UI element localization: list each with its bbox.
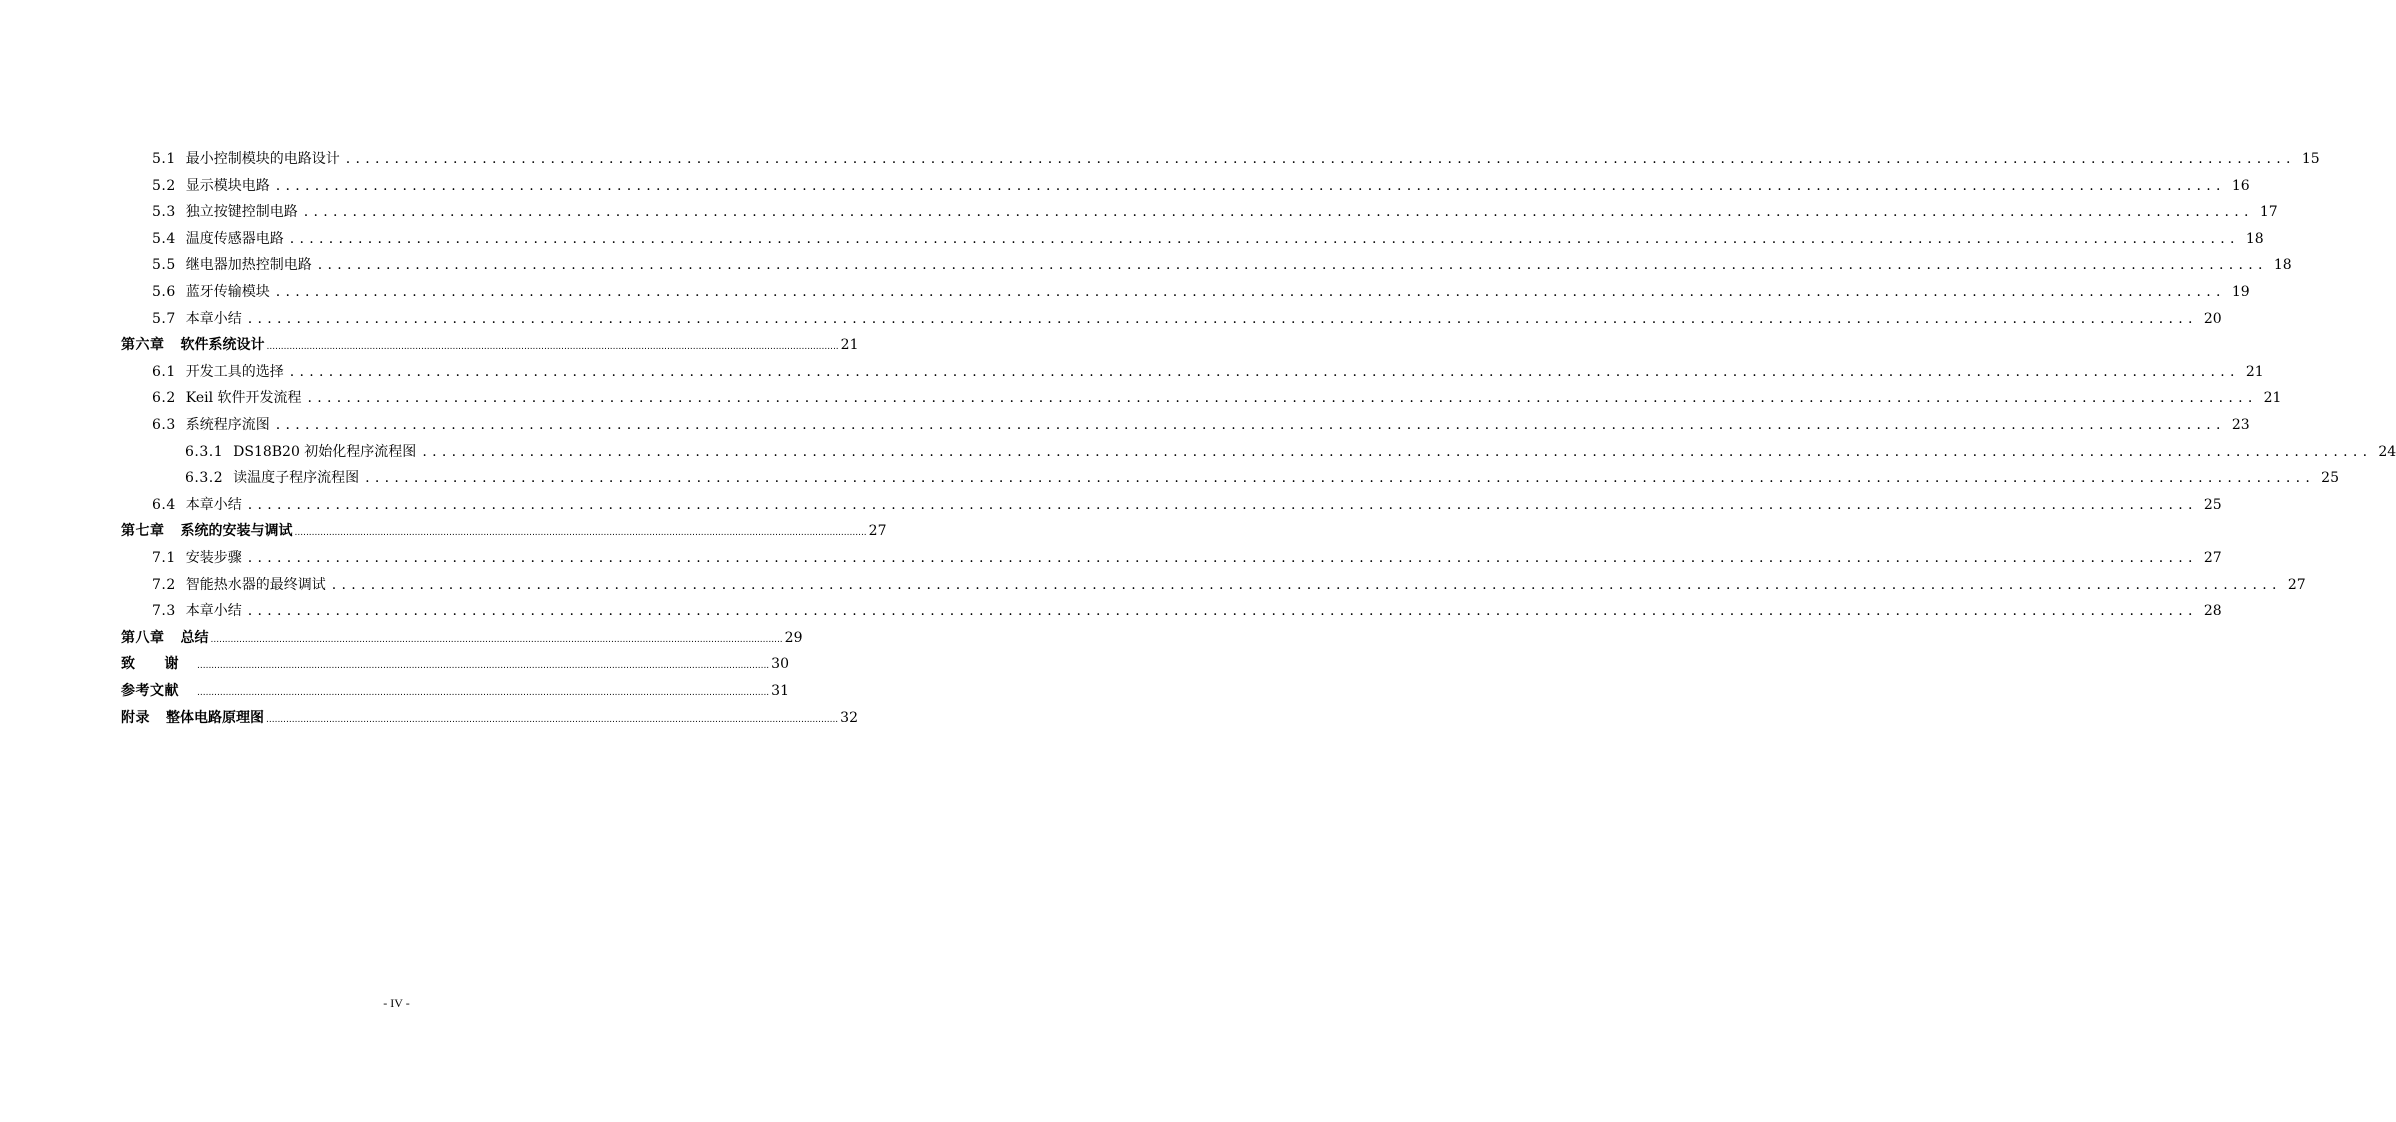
toc-entry-number: 致 谢 xyxy=(121,656,179,673)
toc-entry[interactable] xyxy=(152,201,2278,223)
toc-entry-page-number: 29 xyxy=(784,629,803,646)
page-footer: - IV - xyxy=(383,996,410,1010)
toc-entry-title: 本章小结 xyxy=(185,496,242,513)
toc-entry-page-number: 20 xyxy=(2203,310,2222,327)
toc-entry-title: 本章小结 xyxy=(185,603,242,620)
dot-leader: ........................................................................................................................................................................................................ xyxy=(266,342,839,353)
dot-leader: ........................................................................................................................................................................................................ xyxy=(197,688,770,698)
dot-leader: ........................................................................................................................................................................................................ xyxy=(247,310,2198,327)
dot-leader: ........................................................................................................................................................................................................ xyxy=(266,714,839,725)
toc-entry-page-number: 19 xyxy=(2231,284,2250,300)
toc-entry-number: 5.3 xyxy=(152,204,176,221)
dot-leader: ........................................................................................................................................................................................................ xyxy=(422,443,2373,460)
toc-entry-page-number: 15 xyxy=(2301,151,2320,167)
toc-entry-number: 5.2 xyxy=(152,177,176,194)
toc-entry-number: 6.2 xyxy=(152,390,176,407)
toc-entry[interactable] xyxy=(152,254,2292,276)
toc-entry[interactable] xyxy=(152,494,2222,516)
toc-entry[interactable] xyxy=(152,574,2306,596)
toc-entry[interactable] xyxy=(152,387,2282,409)
toc-entry[interactable] xyxy=(121,627,803,649)
dot-leader: ........................................................................................................................................................................................................ xyxy=(210,634,783,645)
toc-entry-page-number: 30 xyxy=(771,656,789,673)
dot-leader: ........................................................................................................................................................................................................ xyxy=(317,257,2268,274)
toc-entry-number: 6.3 xyxy=(152,417,176,433)
dot-leader: ........................................................................................................................................................................................................ xyxy=(294,528,867,539)
toc-entry[interactable] xyxy=(121,520,887,542)
dot-leader: ........................................................................................................................................................................................................ xyxy=(247,496,2198,513)
toc-entry-page-number: 21 xyxy=(2245,363,2264,380)
toc-entry-title: 蓝牙传输模块 xyxy=(185,284,270,300)
toc-entry-title: Keil 软件开发流程 xyxy=(185,390,302,407)
toc-entry-page-number: 21 xyxy=(840,337,859,354)
toc-entry-title: 安装步骤 xyxy=(185,550,242,566)
toc-entry[interactable] xyxy=(185,467,2339,489)
toc-entry[interactable] xyxy=(152,281,2250,303)
toc-entry[interactable] xyxy=(185,441,2396,463)
dot-leader: ........................................................................................................................................................................................................ xyxy=(289,230,2240,247)
toc-entry-title: 继电器加热控制电路 xyxy=(185,257,312,274)
toc-entry[interactable] xyxy=(121,653,789,675)
toc-entry-number: 6.4 xyxy=(152,496,176,513)
dot-leader: ........................................................................................................................................................................................................ xyxy=(303,204,2254,221)
toc-entry[interactable] xyxy=(152,308,2222,330)
toc-entry-page-number: 27 xyxy=(2203,550,2222,566)
toc-entry-title: 读温度子程序流程图 xyxy=(233,470,360,487)
toc-entry-title: 系统程序流图 xyxy=(185,417,270,433)
toc-entry-title: 温度传感器电路 xyxy=(185,230,284,247)
toc-entry-title: 软件系统设计 xyxy=(180,337,265,354)
toc-entry[interactable] xyxy=(152,547,2222,569)
toc-entry-page-number: 17 xyxy=(2259,204,2278,221)
toc-entry-number: 参考文献 xyxy=(121,683,179,699)
toc-entry-page-number: 25 xyxy=(2321,470,2339,487)
toc-entry-title: 独立按键控制电路 xyxy=(185,204,298,221)
toc-entry-number: 5.7 xyxy=(152,310,176,327)
toc-entry-title: 本章小结 xyxy=(185,310,242,327)
toc-entry[interactable] xyxy=(152,361,2264,383)
dot-leader: ........................................................................................................................................................................................................ xyxy=(197,661,770,672)
toc-entry[interactable] xyxy=(152,414,2250,436)
dot-leader: ........................................................................................................................................................................................................ xyxy=(275,177,2226,194)
toc-entry-title: 总结 xyxy=(180,629,209,646)
toc-entry-number: 5.1 xyxy=(152,151,176,167)
toc-entry-number: 5.5 xyxy=(152,257,176,274)
dot-leader: ........................................................................................................................................................................................................ xyxy=(275,284,2226,300)
toc-entry-title: 开发工具的选择 xyxy=(185,363,284,380)
toc-entry-page-number: 18 xyxy=(2273,257,2292,274)
toc-entry-number: 7.1 xyxy=(152,550,176,566)
dot-leader: ........................................................................................................................................................................................................ xyxy=(247,603,2198,620)
toc-entry-title: 显示模块电路 xyxy=(185,177,270,194)
toc-entry-number: 7.2 xyxy=(152,576,176,593)
toc-entry-title: 整体电路原理图 xyxy=(166,709,264,726)
toc-entry-page-number: 31 xyxy=(771,683,789,699)
toc-entry-number: 5.6 xyxy=(152,284,176,300)
dot-leader: ........................................................................................................................................................................................................ xyxy=(289,363,2240,380)
toc-entry-page-number: 16 xyxy=(2231,177,2250,194)
toc-entry[interactable] xyxy=(121,707,858,729)
toc-entry-title: 系统的安装与调试 xyxy=(180,523,293,540)
toc-entry-number: 第六章 xyxy=(121,337,165,354)
toc-entry[interactable] xyxy=(152,148,2320,170)
toc-entry[interactable] xyxy=(152,600,2222,622)
toc-entry-page-number: 28 xyxy=(2203,603,2222,620)
toc-entry[interactable] xyxy=(121,680,789,702)
toc-entry-number: 6.3.2 xyxy=(185,470,224,487)
toc-entry-number: 第八章 xyxy=(121,629,165,646)
toc-entry-title: 智能热水器的最终调试 xyxy=(185,576,326,593)
toc-entry-page-number: 27 xyxy=(868,523,887,540)
dot-leader: ........................................................................................................................................................................................................ xyxy=(247,550,2198,566)
toc-entry-title: DS18B20 初始化程序流程图 xyxy=(233,443,417,460)
toc-entry-title: 最小控制模块的电路设计 xyxy=(185,151,340,167)
toc-entry[interactable] xyxy=(152,228,2264,250)
dot-leader: ........................................................................................................................................................................................................ xyxy=(331,576,2282,593)
dot-leader: ........................................................................................................................................................................................................ xyxy=(307,390,2258,407)
toc-entry-number: 6.1 xyxy=(152,363,176,380)
toc-entry-number: 附录 xyxy=(121,709,150,726)
toc-entry-page-number: 18 xyxy=(2245,230,2264,247)
toc-entry-number: 5.4 xyxy=(152,230,176,247)
dot-leader: ........................................................................................................................................................................................................ xyxy=(365,470,2316,487)
toc-entry-page-number: 23 xyxy=(2231,417,2250,433)
dot-leader: ........................................................................................................................................................................................................ xyxy=(345,151,2296,167)
toc-entry-page-number: 27 xyxy=(2287,576,2306,593)
toc-entry-page-number: 21 xyxy=(2263,390,2282,407)
toc-entry-page-number: 25 xyxy=(2203,496,2222,513)
dot-leader: ........................................................................................................................................................................................................ xyxy=(275,417,2226,433)
toc-entry-number: 7.3 xyxy=(152,603,176,620)
toc-entry-page-number: 32 xyxy=(840,709,858,726)
toc-entry-page-number: 24 xyxy=(2378,443,2396,460)
toc-entry[interactable] xyxy=(152,175,2250,197)
toc-entry[interactable] xyxy=(121,334,859,356)
toc-entry-number: 第七章 xyxy=(121,523,165,540)
toc-entry-number: 6.3.1 xyxy=(185,443,224,460)
